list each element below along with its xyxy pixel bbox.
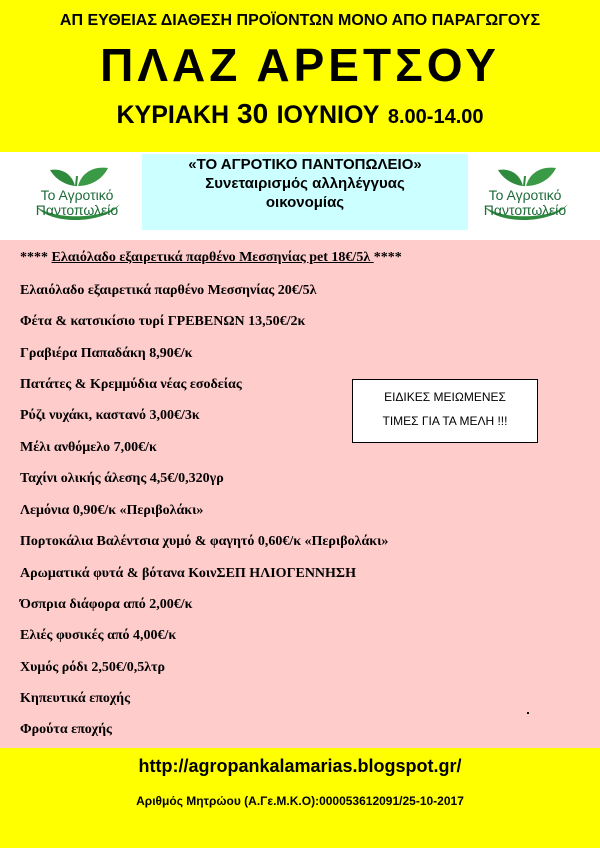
registry-number: Αριθμός Μητρώου (Α.Γε.Μ.Κ.Ο):000053612091/25-10-2017 — [136, 794, 464, 808]
notice-line1: ΕΙΔΙΚΕΣ ΜΕΙΩΜΕΝΕΣ — [384, 390, 506, 404]
logo-text — [470, 188, 580, 218]
list-item: Όσπρια διάφορα από 2,00€/κ — [20, 597, 193, 612]
date-month: ΙΟΥΝΙΟΥ — [276, 101, 380, 129]
list-item: Χυμός ρόδι 2,50€/0,5λτρ — [20, 660, 166, 675]
list-item: Πατάτες & Κρεμμύδια νέας εσοδείας — [20, 377, 242, 392]
date-day: ΚΥΡΙΑΚΗ — [116, 101, 229, 129]
logo-text-line1: Το Αγροτικό — [40, 187, 114, 203]
date-time: 8.00-14.00 — [387, 106, 484, 128]
page-title: ΠΛΑΖ ΑΡΕΤΣΟΥ — [100, 39, 500, 91]
organization-type-line2: οικονομίας — [265, 194, 345, 211]
date-number: 30 — [237, 98, 269, 129]
list-item: Γραβιέρα Παπαδάκη 8,90€/κ — [20, 346, 193, 361]
list-item: Ταχίνι ολικής άλεσης 4,5€/0,320γρ — [20, 471, 224, 486]
event-date — [0, 98, 600, 130]
members-discount-notice — [352, 379, 538, 443]
list-item: Ελαιόλαδο εξαιρετικά παρθένο Μεσσηνίας 20€/5λ — [20, 283, 317, 298]
list-item: Ελιές φυσικές από 4,00€/κ — [20, 628, 177, 643]
logo-left — [22, 158, 132, 228]
logo-right — [470, 158, 580, 228]
organization-box — [142, 154, 468, 230]
list-item: Πορτοκάλια Βαλέντσια χυμό & φαγητό 0,60€/κ «Περιβολάκι» — [20, 534, 389, 549]
list-item: Λεμόνια 0,90€/κ «Περιβολάκι» — [20, 503, 204, 518]
list-item: Φέτα & κατσικίσιο τυρί ΓΡΕΒΕΝΩΝ 13,50€/2κ — [20, 314, 306, 329]
highlight-text: Ελαιόλαδο εξαιρετικά παρθένο Μεσσηνίας pet 18€/5λ — [51, 250, 374, 265]
list-item: Κηπευτικά εποχής — [20, 691, 131, 706]
highlight-offer — [20, 250, 402, 266]
notice-line2: ΤΙΜΕΣ ΓΙΑ ΤΑ ΜΕΛΗ !!! — [382, 414, 508, 428]
list-item: Αρωματικά φυτά & βότανα ΚοινΣΕΠ ΗΛΙΟΓΕΝΝΗΣΗ — [20, 566, 356, 581]
logo-text-line2: Παντοπωλείο — [35, 202, 119, 218]
blog-url: http://agropankalamarias.blogspot.gr/ — [138, 756, 462, 776]
list-item: Μέλι ανθόμελο 7,00€/κ — [20, 440, 157, 455]
list-item: Ρύζι νυχάκι, καστανό 3,00€/3κ — [20, 408, 200, 423]
organization-type-line1: Συνεταιρισμός αλληλέγγυας — [205, 175, 405, 192]
list-item: Φρούτα εποχής — [20, 722, 112, 737]
logo-text — [22, 188, 132, 218]
logo-text-line2: Παντοπωλείο — [483, 202, 567, 218]
highlight-prefix: **** — [20, 250, 52, 265]
header-tagline: ΑΠ ΕΥΘΕΙΑΣ ΔΙΑΘΕΣΗ ΠΡΟΪΟΝΤΩΝ ΜΟΝΟ ΑΠΟ ΠΑΡΑΓΩΓΟΥΣ — [59, 12, 541, 29]
highlight-suffix: **** — [373, 250, 402, 265]
organization-name: «ΤΟ ΑΓΡΟΤΙΚΟ ΠΑΝΤΟΠΩΛΕΙΟ» — [188, 156, 422, 173]
stray-dot — [527, 712, 529, 714]
logo-text-line1: Το Αγροτικό — [488, 187, 562, 203]
